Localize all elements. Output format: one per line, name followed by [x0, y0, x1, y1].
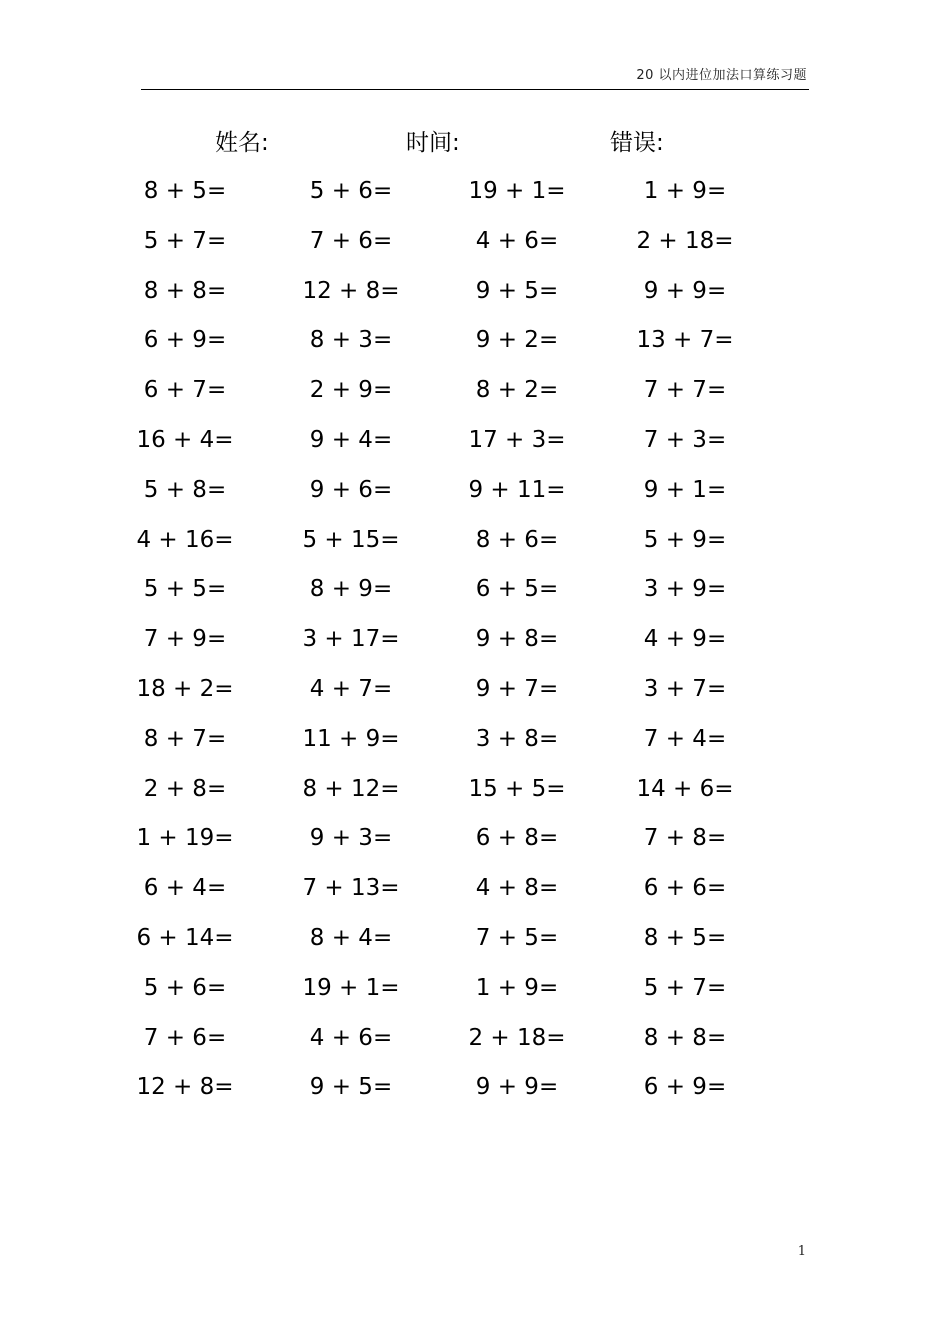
problem-item: 6 + 4=	[143, 875, 227, 902]
problem-item: 6 + 5=	[475, 576, 559, 603]
problem-item: 9 + 6=	[309, 476, 393, 503]
problem-item: 8 + 8=	[143, 277, 227, 304]
problem-item: 8 + 9=	[309, 576, 393, 603]
problem-item: 3 + 7=	[643, 675, 727, 702]
problem-item: 6 + 14=	[136, 924, 234, 951]
problem-item: 7 + 6=	[143, 1024, 227, 1051]
problem-item: 8 + 12=	[302, 775, 400, 802]
problem-item: 9 + 1=	[643, 476, 727, 503]
problem-item: 3 + 17=	[302, 626, 400, 653]
problem-item: 12 + 8=	[302, 277, 400, 304]
problem-row	[0, 268, 950, 318]
problem-item: 19 + 1=	[468, 178, 566, 204]
problem-item: 4 + 7=	[309, 675, 393, 702]
problem-row	[0, 666, 950, 716]
problem-item: 6 + 9=	[143, 327, 227, 354]
problem-item: 8 + 4=	[309, 924, 393, 951]
problem-item: 9 + 5=	[309, 1074, 393, 1101]
problem-row	[0, 317, 950, 367]
problem-item: 9 + 3=	[309, 825, 393, 852]
problem-item: 8 + 8=	[643, 1024, 727, 1051]
problem-item: 5 + 7=	[643, 974, 727, 1001]
name-label: 姓名:	[215, 130, 269, 156]
problem-row	[0, 467, 950, 517]
problem-item: 7 + 9=	[143, 626, 227, 653]
problem-item: 5 + 7=	[143, 227, 227, 254]
problem-item: 9 + 2=	[475, 327, 559, 354]
problem-row	[0, 716, 950, 766]
problem-item: 1 + 9=	[475, 974, 559, 1001]
problem-item: 4 + 6=	[309, 1024, 393, 1051]
problem-item: 5 + 8=	[143, 476, 227, 503]
problem-item: 2 + 8=	[143, 775, 227, 802]
problem-row	[0, 616, 950, 666]
problem-item: 9 + 4=	[309, 426, 393, 453]
problem-item: 5 + 6=	[309, 178, 393, 204]
problem-item: 8 + 2=	[475, 377, 559, 404]
problem-item: 6 + 7=	[143, 377, 227, 404]
problem-grid	[0, 168, 950, 1114]
problem-item: 14 + 6=	[636, 775, 734, 802]
problem-row	[0, 1015, 950, 1065]
problem-item: 12 + 8=	[136, 1074, 234, 1101]
problem-item: 2 + 18=	[636, 227, 734, 254]
problem-row	[0, 865, 950, 915]
problem-item: 3 + 9=	[643, 576, 727, 603]
problem-row	[0, 566, 950, 616]
problem-item: 4 + 6=	[475, 227, 559, 254]
problem-row	[0, 1064, 950, 1114]
header-title: 20 以内进位加法口算练习题	[636, 68, 807, 83]
problem-item: 9 + 9=	[475, 1074, 559, 1101]
problem-item: 3 + 8=	[475, 725, 559, 752]
problem-row	[0, 367, 950, 417]
problem-item: 9 + 11=	[468, 476, 566, 503]
problem-item: 8 + 3=	[309, 327, 393, 354]
problem-item: 8 + 7=	[143, 725, 227, 752]
problem-item: 9 + 5=	[475, 277, 559, 304]
problem-item: 4 + 9=	[643, 626, 727, 653]
errors-label: 错误:	[610, 130, 664, 156]
problem-item: 7 + 6=	[309, 227, 393, 254]
problem-item: 9 + 7=	[475, 675, 559, 702]
problem-item: 8 + 5=	[643, 924, 727, 951]
problem-row	[0, 517, 950, 567]
problem-item: 4 + 16=	[136, 526, 234, 553]
problem-item: 17 + 3=	[468, 426, 566, 453]
problem-row	[0, 417, 950, 467]
problem-item: 9 + 8=	[475, 626, 559, 653]
problem-item: 9 + 9=	[643, 277, 727, 304]
problem-item: 5 + 15=	[302, 526, 400, 553]
problem-item: 11 + 9=	[302, 725, 400, 752]
problem-item: 19 + 1=	[302, 974, 400, 1001]
problem-item: 5 + 5=	[143, 576, 227, 603]
problem-item: 8 + 6=	[475, 526, 559, 553]
problem-row	[0, 815, 950, 865]
problem-item: 16 + 4=	[136, 426, 234, 453]
problem-item: 6 + 9=	[643, 1074, 727, 1101]
problem-item: 1 + 19=	[136, 825, 234, 852]
problem-item: 7 + 7=	[643, 377, 727, 404]
problem-item: 5 + 9=	[643, 526, 727, 553]
problem-item: 15 + 5=	[468, 775, 566, 802]
page-number: 1	[797, 1244, 806, 1259]
problem-row	[0, 168, 950, 218]
problem-item: 6 + 8=	[475, 825, 559, 852]
problem-item: 7 + 5=	[475, 924, 559, 951]
problem-item: 6 + 6=	[643, 875, 727, 902]
problem-row	[0, 915, 950, 965]
header-divider	[141, 89, 809, 90]
problem-item: 1 + 9=	[643, 178, 727, 204]
problem-item: 13 + 7=	[636, 327, 734, 354]
problem-row	[0, 766, 950, 816]
student-fields	[0, 126, 950, 160]
problem-item: 5 + 6=	[143, 974, 227, 1001]
problem-item: 8 + 5=	[143, 178, 227, 204]
problem-item: 7 + 3=	[643, 426, 727, 453]
time-label: 时间:	[406, 130, 460, 156]
problem-item: 7 + 8=	[643, 825, 727, 852]
problem-item: 18 + 2=	[136, 675, 234, 702]
problem-item: 2 + 9=	[309, 377, 393, 404]
problem-item: 7 + 13=	[302, 875, 400, 902]
problem-item: 4 + 8=	[475, 875, 559, 902]
problem-row	[0, 965, 950, 1015]
problem-item: 2 + 18=	[468, 1024, 566, 1051]
problem-item: 7 + 4=	[643, 725, 727, 752]
problem-row	[0, 218, 950, 268]
